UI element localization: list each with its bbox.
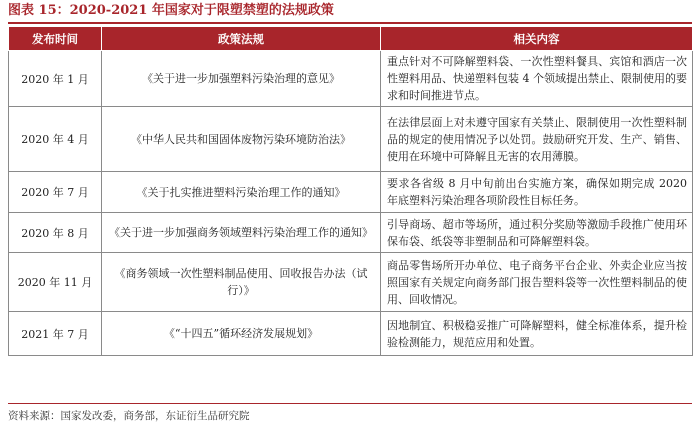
cell-date: 2020 年 7 月 (9, 172, 102, 213)
cell-date: 2020 年 8 月 (9, 213, 102, 253)
cell-policy: 《关于进一步加强塑料污染治理的意见》 (102, 51, 381, 107)
title-divider (8, 22, 692, 24)
cell-content: 要求各省级 8 月中旬前出台实施方案，确保如期完成 2020 年底塑料污染治理各项阶段性目标任务。 (381, 172, 693, 213)
table-row (9, 312, 693, 356)
cell-policy: 《中华人民共和国固体废物污染环境防治法》 (102, 107, 381, 172)
cell-content: 重点针对不可降解塑料袋、一次性塑料餐具、宾馆和酒店一次性塑料用品、快递塑料包装 4 个领域提出禁止、限制使用的要求和时间推进节点。 (381, 51, 693, 107)
table-row (9, 107, 693, 172)
table-row (9, 253, 693, 312)
source-note: 资料来源：国家发改委，商务部，东证衍生品研究院 (8, 410, 250, 422)
cell-date: 2020 年 1 月 (9, 51, 102, 107)
cell-policy: 《关于扎实推进塑料污染治理工作的通知》 (102, 172, 381, 213)
table-row (9, 172, 693, 213)
table-header-row (9, 27, 693, 51)
policy-table (8, 26, 693, 356)
table-title: 图表 15：2020-2021 年国家对于限塑禁塑的法规政策 (8, 3, 334, 18)
header-content: 相关内容 (381, 27, 693, 51)
cell-policy: 《商务领域一次性塑料制品使用、回收报告办法（试行）》 (102, 253, 381, 312)
cell-policy: 《“十四五”循环经济发展规划》 (102, 312, 381, 356)
cell-content: 商品零售场所开办单位、电子商务平台企业、外卖企业应当按照国家有关规定向商务部门报告塑料袋等一次性塑料制品的使用、回收情况。 (381, 253, 693, 312)
header-date: 发布时间 (9, 27, 102, 51)
cell-content: 引导商场、超市等场所，通过积分奖励等激励手段推广使用环保布袋、纸袋等非塑制品和可降解塑料袋。 (381, 213, 693, 253)
cell-policy: 《关于进一步加强商务领域塑料污染治理工作的通知》 (102, 213, 381, 253)
table-row (9, 51, 693, 107)
cell-content: 在法律层面上对未遵守国家有关禁止、限制使用一次性塑料制品的规定的使用情况予以处罚。鼓励研究开发、生产、销售、使用在环境中可降解且无害的农用薄膜。 (381, 107, 693, 172)
cell-date: 2021 年 7 月 (9, 312, 102, 356)
cell-date: 2020 年 4 月 (9, 107, 102, 172)
source-divider (8, 403, 692, 404)
header-policy: 政策法规 (102, 27, 381, 51)
cell-content: 因地制宜、积极稳妥推广可降解塑料，健全标准体系，提升检验检测能力，规范应用和处置。 (381, 312, 693, 356)
table-row (9, 213, 693, 253)
cell-date: 2020 年 11 月 (9, 253, 102, 312)
